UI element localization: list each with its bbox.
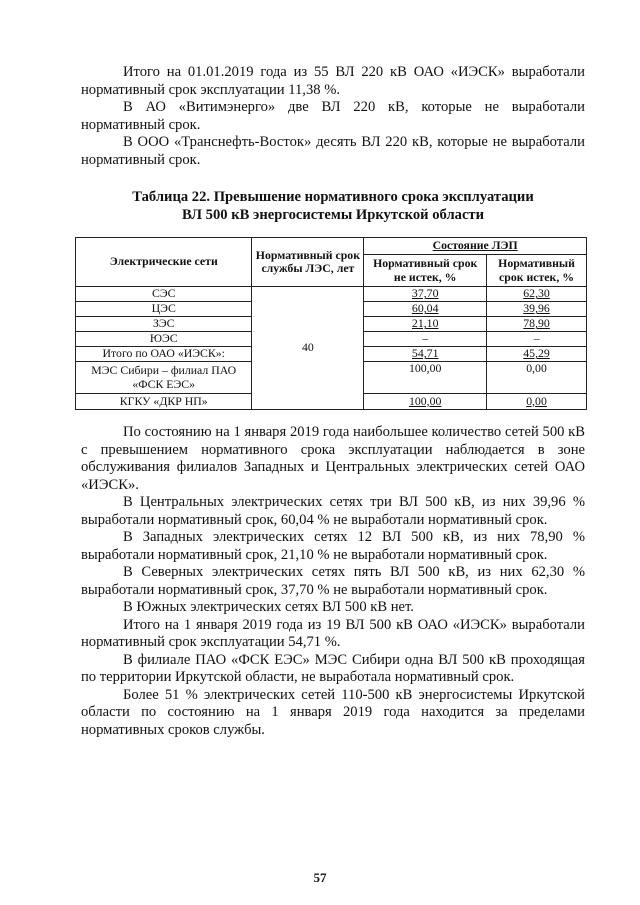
row-expired: 45,29 bbox=[487, 347, 587, 362]
page-number: 57 bbox=[313, 870, 327, 885]
row-name: МЭС Сибири – филиал ПАО «ФСК ЕЭС» bbox=[76, 362, 252, 394]
row-name: КГКУ «ДКР НП» bbox=[76, 394, 252, 410]
paragraph: В Западных электрических сетях 12 ВЛ 500 кВ, из них 78,90 % выработали нормативный срок, 21,10 % не выработали нормативный срок. bbox=[81, 529, 585, 563]
row-not-expired: 37,70 bbox=[364, 287, 487, 302]
paragraph: Итого на 01.01.2019 года из 55 ВЛ 220 кВ ОАО «ИЭСК» выработали нормативный срок эксплуатации 11,38 %. bbox=[81, 64, 585, 98]
row-not-expired: – bbox=[364, 332, 487, 347]
paragraph: По состоянию на 1 января 2019 года наибольшее количество сетей 500 кВ с превышением нормативного срока эксплуатации наблюдается в зоне обслуживания филиалов Западных и Центральных электрических сетей ОАО «ИЭСК». bbox=[81, 424, 585, 493]
row-expired: 0,00 bbox=[487, 394, 587, 410]
lifetime-table bbox=[75, 237, 587, 410]
row-expired: 62,30 bbox=[487, 287, 587, 302]
header-networks: Электрические сети bbox=[76, 238, 252, 287]
row-name: ЗЭС bbox=[76, 317, 252, 332]
paragraph: В Центральных электрических сетях три ВЛ 500 кВ, из них 39,96 % выработали нормативный срок, 60,04 % не выработали нормативный срок. bbox=[81, 494, 585, 528]
row-not-expired: 21,10 bbox=[364, 317, 487, 332]
row-expired: 39,96 bbox=[487, 302, 587, 317]
row-expired: 78,90 bbox=[487, 317, 587, 332]
bottom-text-block bbox=[81, 424, 585, 739]
row-name: ЦЭС bbox=[76, 302, 252, 317]
row-not-expired: 100,00 bbox=[364, 362, 487, 394]
paragraph: В ООО «Транснефть-Восток» десять ВЛ 220 кВ, которые не выработали нормативный срок. bbox=[81, 134, 585, 168]
row-expired: – bbox=[487, 332, 587, 347]
row-expired: 0,00 bbox=[487, 362, 587, 394]
table-caption-line: Таблица 22. Превышение нормативного срока эксплуатации bbox=[132, 189, 534, 205]
paragraph: Более 51 % электрических сетей 110-500 кВ энергосистемы Иркутской области по состоянию на 1 января 2019 года находится за пределами нормативных сроков службы. bbox=[81, 686, 585, 738]
row-not-expired: 100,00 bbox=[364, 394, 487, 410]
header-state: Состояние ЛЭП bbox=[364, 238, 587, 255]
paragraph: Итого на 1 января 2019 года из 19 ВЛ 500 кВ ОАО «ИЭСК» выработали нормативный срок эксплуатации 54,71 %. bbox=[81, 616, 585, 650]
table-caption-line: ВЛ 500 кВ энергосистемы Иркутской области bbox=[181, 207, 485, 223]
row-name: СЭС bbox=[76, 287, 252, 302]
table-caption bbox=[81, 188, 585, 224]
paragraph: В АО «Витимэнерго» две ВЛ 220 кВ, которые не выработали нормативный срок. bbox=[81, 99, 585, 133]
row-name: ЮЭС bbox=[76, 332, 252, 347]
row-not-expired: 54,71 bbox=[364, 347, 487, 362]
paragraph: В Северных электрических сетях пять ВЛ 500 кВ, из них 62,30 % выработали нормативный срок, 37,70 % не выработали нормативный срок. bbox=[81, 564, 585, 598]
table-row bbox=[76, 287, 587, 302]
paragraph: В филиале ПАО «ФСК ЕЭС» МЭС Сибири одна ВЛ 500 кВ проходящая по территории Иркутской области, не выработала нормативный срок. bbox=[81, 651, 585, 685]
paragraph: В Южных электрических сетях ВЛ 500 кВ нет. bbox=[123, 599, 414, 615]
top-text-block bbox=[81, 64, 585, 169]
row-not-expired: 60,04 bbox=[364, 302, 487, 317]
header-not-expired: Нормативный срок не истек, % bbox=[364, 255, 487, 287]
norm-term-value: 40 bbox=[252, 287, 364, 410]
row-name: Итого по ОАО «ИЭСК»: bbox=[76, 347, 252, 362]
header-norm-term: Нормативный срок службы ЛЭС, лет bbox=[252, 238, 364, 287]
header-expired: Нормативный срок истек, % bbox=[487, 255, 587, 287]
